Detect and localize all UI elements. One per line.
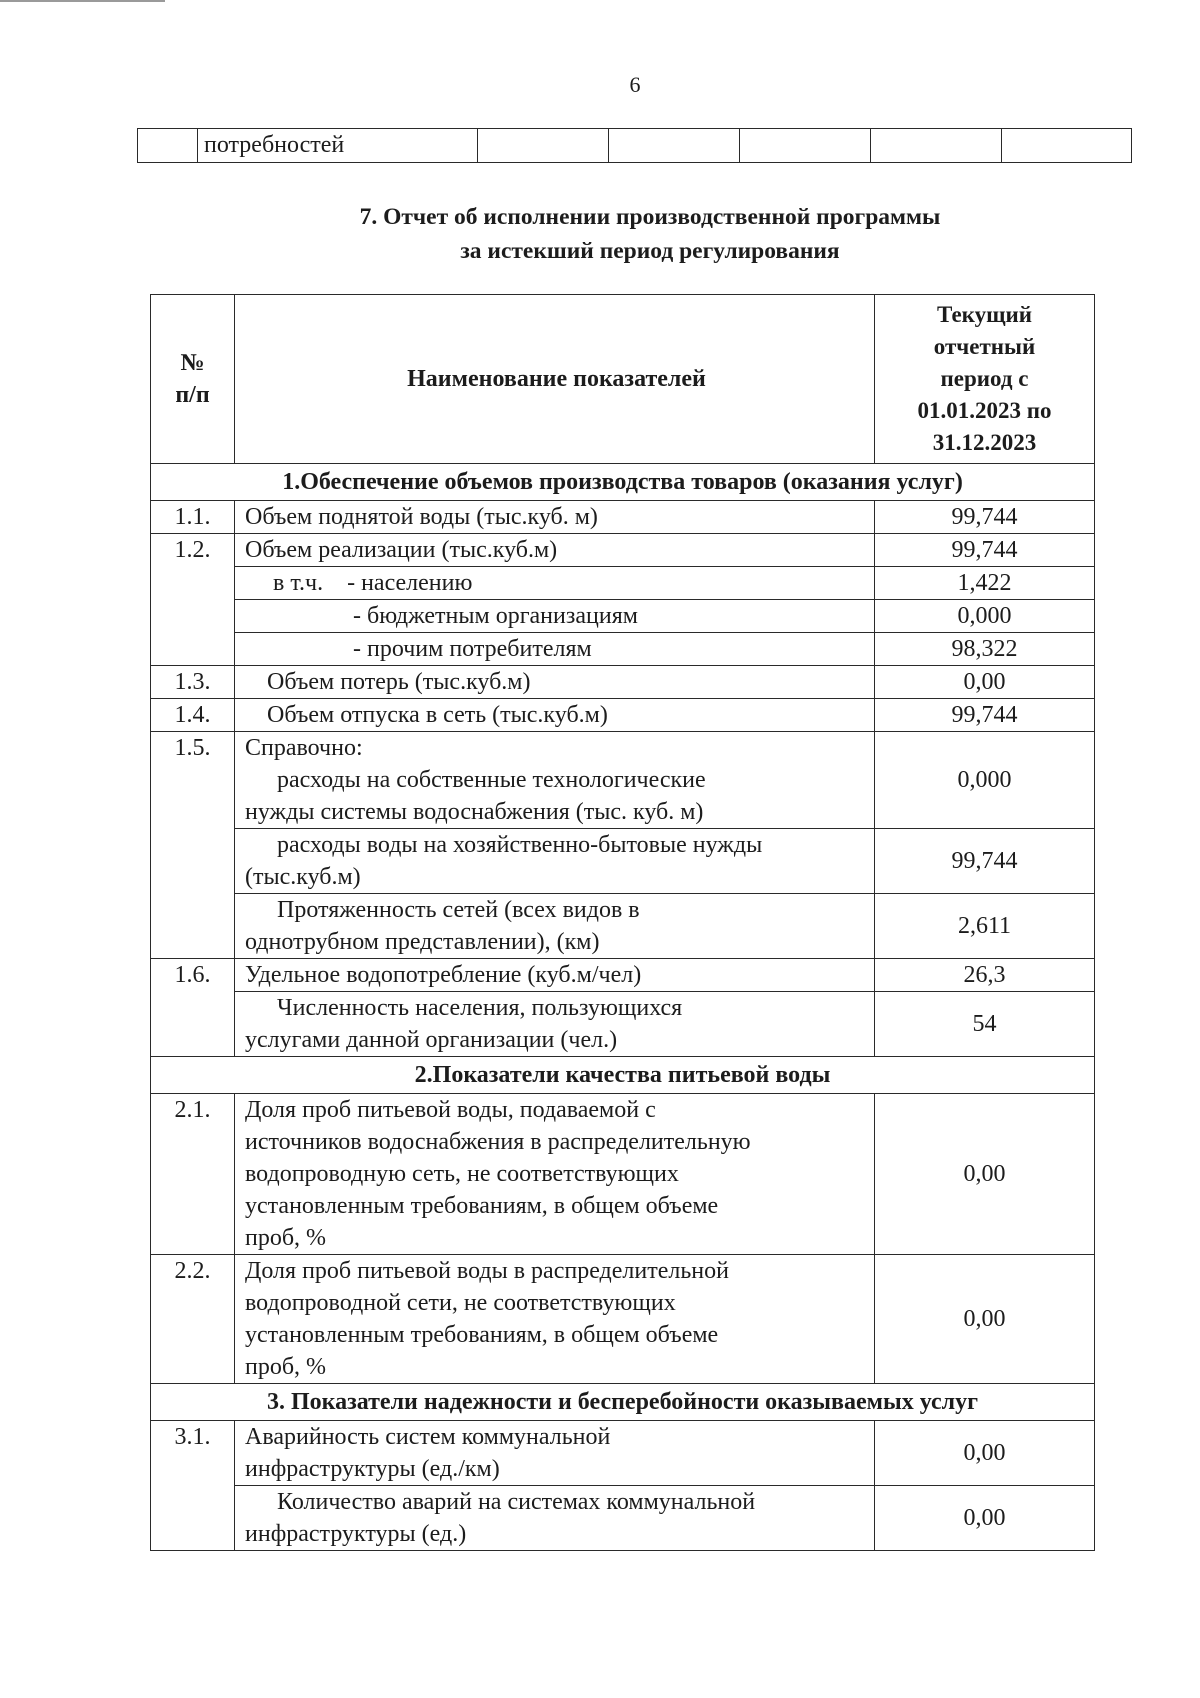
table-row: 3.1. Аварийность систем коммунальной инфраструктуры (ед./км) 0,00 bbox=[151, 1421, 1095, 1486]
table-row: Протяженность сетей (всех видов в однотрубном представлении), (км) 2,611 bbox=[151, 894, 1095, 959]
header-value: Текущий отчетный период с 01.01.2023 по 31.12.2023 bbox=[875, 295, 1095, 464]
section-3-row bbox=[151, 1384, 1095, 1421]
table-header bbox=[151, 295, 1095, 464]
table-row: в т.ч. - населению 1,422 bbox=[151, 567, 1095, 600]
table-row: 1.2. Объем реализации (тыс.куб.м) 99,744 bbox=[151, 534, 1095, 567]
section-1-title: 1.Обеспечение объемов производства товаров (оказания услуг) bbox=[151, 464, 1095, 501]
carryover-row bbox=[138, 129, 1132, 163]
section-title-line1: 7. Отчет об исполнении производственной программы bbox=[359, 204, 941, 230]
scan-edge-mark bbox=[0, 0, 165, 2]
carryover-table bbox=[137, 128, 1132, 163]
header-num: № п/п bbox=[151, 295, 235, 464]
table-row: Количество аварий на системах коммунальной инфраструктуры (ед.) 0,00 bbox=[151, 1486, 1095, 1551]
page-number: 6 bbox=[629, 72, 641, 97]
table-row: 2.1. Доля проб питьевой воды, подаваемой с источников водоснабжения в распределительную водопроводную сеть, не соответствующих установленным требованиям, в общем объеме проб, % 0,00 bbox=[151, 1094, 1095, 1255]
table-row: - бюджетным организациям 0,000 bbox=[151, 600, 1095, 633]
table-row: - прочим потребителям 98,322 bbox=[151, 633, 1095, 666]
table-row: 1.3. Объем потерь (тыс.куб.м) 0,00 bbox=[151, 666, 1095, 699]
report-table bbox=[150, 294, 1095, 1551]
table-row: Численность населения, пользующихся услугами данной организации (чел.) 54 bbox=[151, 992, 1095, 1057]
table-row: 2.2. Доля проб питьевой воды в распределительной водопроводной сети, не соответствующих установленным требованиям, в общем объеме проб, % 0,00 bbox=[151, 1255, 1095, 1384]
section-3-title: 3. Показатели надежности и бесперебойности оказываемых услуг bbox=[151, 1384, 1095, 1421]
table-row: 1.5. Справочно: расходы на собственные технологические нужды системы водоснабжения (тыс. куб. м) 0,000 bbox=[151, 732, 1095, 829]
table-row: расходы воды на хозяйственно-бытовые нужды (тыс.куб.м) 99,744 bbox=[151, 829, 1095, 894]
section-1-row bbox=[151, 464, 1095, 501]
carryover-label: потребностей bbox=[198, 129, 478, 163]
table-row: 1.1. Объем поднятой воды (тыс.куб. м) 99,744 bbox=[151, 501, 1095, 534]
carryover-num-cell bbox=[138, 129, 198, 163]
table-row: 1.4. Объем отпуска в сеть (тыс.куб.м) 99,744 bbox=[151, 699, 1095, 732]
section-title-line2: за истекший период регулирования bbox=[460, 238, 840, 264]
table-row: 1.6. Удельное водопотребление (куб.м/чел) 26,3 bbox=[151, 959, 1095, 992]
section-2-row bbox=[151, 1057, 1095, 1094]
header-name: Наименование показателей bbox=[235, 295, 875, 464]
section-2-title: 2.Показатели качества питьевой воды bbox=[151, 1057, 1095, 1094]
section-title bbox=[150, 200, 1150, 268]
